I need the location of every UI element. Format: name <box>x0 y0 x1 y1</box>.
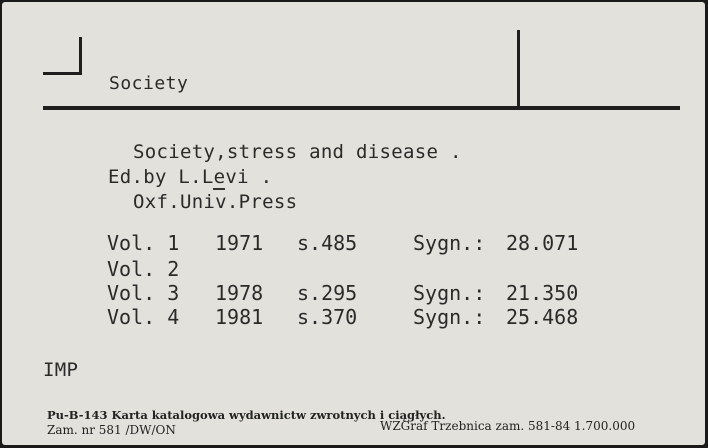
volume-row <box>107 257 627 281</box>
volume-year: 1978 <box>215 281 264 305</box>
stamp-code: IMP <box>43 359 79 381</box>
volume-number: Vol. 1 <box>107 231 180 255</box>
signature-number: 21.350 <box>506 281 579 305</box>
signature-number: 28.071 <box>506 231 579 255</box>
volume-pages: s.370 <box>297 305 358 329</box>
signature-number: 25.468 <box>506 305 579 329</box>
publisher-line: Oxf.Univ.Press <box>133 191 298 213</box>
volume-row <box>107 305 627 329</box>
heading-divider <box>517 30 520 108</box>
subject-heading: Society <box>109 73 189 94</box>
heading-rule <box>43 106 680 110</box>
signature-label: Sygn.: <box>413 281 486 305</box>
volume-year: 1971 <box>215 231 264 255</box>
corner-mark-vertical <box>79 37 82 74</box>
volume-year: 1981 <box>215 305 264 329</box>
footer-printer-right: WZGraf Trzebnica zam. 581-84 1.700.000 <box>380 419 636 433</box>
volume-pages: s.295 <box>297 281 358 305</box>
signature-label: Sygn.: <box>413 305 486 329</box>
editor-underline <box>213 188 225 190</box>
title-line: Society,stress and disease . <box>133 141 462 163</box>
volume-number: Vol. 4 <box>107 305 180 329</box>
volume-pages: s.485 <box>297 231 358 255</box>
volume-row <box>107 231 627 255</box>
volume-number: Vol. 2 <box>107 257 180 281</box>
catalog-card <box>2 2 705 445</box>
editor-line: Ed.by L.Levi . <box>108 166 273 188</box>
volume-number: Vol. 3 <box>107 281 180 305</box>
footer-form-line: Pu-B-143 Karta katalogowa wydawnictw zwrotnych i ciągłych. <box>47 408 446 422</box>
corner-mark-horizontal <box>43 72 82 75</box>
volume-row <box>107 281 627 305</box>
footer-order-left: Zam. nr 581 /DW/ON <box>47 423 176 437</box>
signature-label: Sygn.: <box>413 231 486 255</box>
